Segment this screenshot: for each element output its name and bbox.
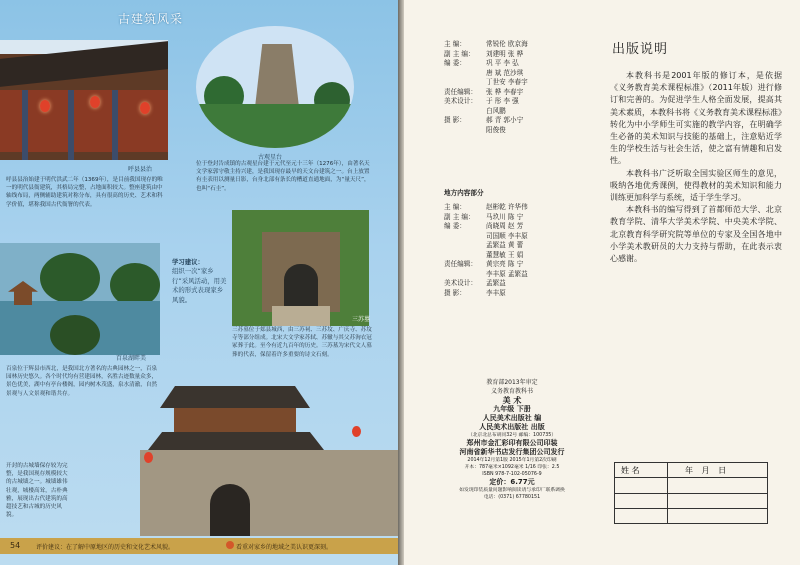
credit-names: 黄宗亮 陈 宁 — [486, 260, 524, 268]
credit-role — [444, 241, 486, 251]
credit-row — [444, 203, 528, 213]
credit-row — [444, 260, 528, 270]
text-city-wall: 开封的古城墙保存较为完整，是我国现存规模较大的古城墙之一。城墙雄伟壮观，城楼高耸，古朴典雅，展现出古代建筑的高超技艺和古城的历史风貌。 — [6, 463, 68, 519]
pub-line: 2014年12月第1版 2015年1月第2次印刷 — [467, 458, 557, 463]
pub-line: 河南省新华书店发行集团公司发行 — [459, 448, 565, 456]
city-wall-photo — [140, 378, 398, 536]
local-section-title: 地方内容部分 — [444, 189, 484, 197]
caption-observatory: 古观星台 — [258, 154, 283, 161]
credit-row — [444, 107, 528, 117]
credit-names: 李丰原 — [486, 288, 506, 297]
credit-row — [444, 40, 528, 50]
credit-role: 编 委： — [444, 222, 466, 230]
name-label: 姓 名 — [621, 466, 640, 475]
text-observatory: 位于登封告成镇的古观星台建于元代至元十三年（1276年），由著名天文学家郭守敬主持兴建，是我国现存最早的天文台建筑之一。台上放置有圭表用以测量日影，台身北部有条长的槽道直通地面，为“量天尺”，也叫“石圭”。 — [196, 161, 370, 192]
page-number: 54 — [10, 541, 21, 550]
study-heading: 学习建议： — [172, 258, 204, 266]
publication-info — [412, 378, 612, 501]
section-title: 古建筑风采 — [118, 12, 184, 26]
evaluation-text-right: 看重对家乡的地域之美认识更深刻。 — [236, 544, 333, 551]
credit-role: 副 主 编： — [444, 49, 475, 58]
publication-note — [610, 70, 782, 265]
credit-names: 阳俊俊 — [486, 125, 506, 134]
pub-line: 郑州市金汇彩印有限公司印装 — [466, 439, 558, 447]
credit-role — [444, 107, 486, 117]
owner-form — [614, 462, 768, 524]
pub-line: 电话：(0371) 67780151 — [483, 495, 541, 500]
credit-row — [444, 232, 528, 242]
text-pavilion: 百泉位于辉县市西北，是我国北方著名的古典园林之一，百泉园林历史悠久。各个时代均有营建园林，名胜古迹数量众多，景色优美，湖中有亭台楼阁，园内树木茂盛，泉水清澈，自然景观与人文景观和谐共存。 — [6, 366, 158, 397]
pavilion-photo — [0, 243, 160, 355]
pub-line: 美 术 — [502, 396, 522, 405]
note-paragraph: 本教科书是2001年版的修订本，是依据《义务教育美术课程标准》（2011年版）进行修订和完善的。为促进学生人格全面发展，提高其美术素质，本教科书将《义务教育美术课程标准》转化为中小学师生可实施的教学内容，在明确学生必备的美术知识与技能的基础上，注意贴近学生的学校生活与社会生活，使之富有情趣和启发性。 — [610, 71, 782, 166]
credit-role — [444, 126, 486, 136]
credit-row — [444, 88, 528, 98]
pub-line: 义务教育教科书 — [490, 388, 533, 395]
pub-line: 开本：787毫米×1092毫米 1/16 印张：2.5 — [464, 465, 560, 470]
text-county-office: 呼县县治始建于明代洪武二年（1369年），是目前我国现存的唯一的明代县衙建筑，其格局完整，占地面积较大。整座建筑由中轴线布局，两侧辅助建筑对称分布，具有很高的历史、艺术和科学价值，堪称我国古代衙署的代表。 — [6, 177, 163, 208]
pub-line: 教育部2013年审定 — [486, 379, 538, 386]
credits-main — [444, 40, 528, 135]
credit-role: 美术设计： — [444, 97, 477, 105]
credit-role — [444, 270, 486, 280]
credit-row — [444, 213, 528, 223]
credit-names: 常锐伦 欧京海 — [486, 40, 528, 48]
credit-row — [444, 241, 528, 251]
credit-names: 刘建明 张 桦 — [486, 49, 524, 58]
caption-tomb: 三苏墓 — [352, 316, 371, 323]
credit-names: 巩 平 李 弘 — [486, 59, 519, 67]
credit-role — [444, 251, 486, 261]
credit-row — [444, 279, 528, 289]
credit-role — [444, 78, 486, 88]
credit-role: 副 主 编： — [444, 212, 475, 221]
page-title: 出版说明 — [612, 42, 669, 57]
credits-local — [444, 203, 528, 298]
credit-names: 尚晓周 赵 芳 — [486, 222, 524, 230]
date-label: 年 月 日 — [685, 466, 730, 475]
pub-line: 人民美术出版社 出版 — [479, 423, 545, 431]
credit-row — [444, 69, 528, 79]
credit-names: 董慧敏 王 娟 — [486, 250, 524, 259]
credit-names: 李丰原 孟繁益 — [486, 269, 528, 278]
credit-role: 编 委： — [444, 59, 466, 67]
credit-names: 唐 斌 范沙琪 — [486, 68, 524, 77]
credit-names: 孟繁益 黄 蕾 — [486, 241, 524, 249]
credit-role — [444, 232, 486, 242]
credit-role: 主 编： — [444, 203, 466, 211]
credit-row — [444, 50, 528, 60]
credit-row — [444, 270, 528, 280]
text-tomb: 三苏墓位于郏县城西，由三苏祠、三苏坟、广庆寺、苏坟寺等部分组成。北宋大文学家苏轼、苏辙与其父苏洵衣冠冢葬于此。至今有近九百年的历史。三苏墓为宋代文人墓葬的代表，保留着许多重要的诗文石刻。 — [232, 327, 372, 358]
credit-names: 司国顺 李丰原 — [486, 231, 528, 240]
credit-names: 丁世安 李春宇 — [486, 78, 528, 86]
credit-names: 郝 青 郭小宁 — [486, 116, 524, 124]
pub-line: （北京北总布胡同32号 邮编：100735） — [467, 433, 557, 438]
note-paragraph: 本教科书广泛听取全国实验区师生的意见，吸纳各地优秀课例，使得教材的美术知识和能力训练更加科学与系统，适于学生学习。 — [610, 168, 782, 203]
tomb-gate-photo — [232, 210, 369, 326]
left-page — [0, 0, 398, 565]
pub-line: 人民美术出版社 编 — [482, 414, 542, 422]
credit-role: 责任编辑： — [444, 260, 477, 268]
credit-role: 责任编辑： — [444, 87, 477, 96]
note-paragraph: 本教科书的编写得到了首都师范大学、北京教育学院、清华大学美术学院、中央美术学院、北京教育科学研究院等单位的专家及全国各地中小学美术教研员的大力支持与帮助，在此表示衷心感谢。 — [610, 205, 782, 264]
credit-row — [444, 251, 528, 261]
observatory-photo — [196, 26, 354, 148]
evaluation-text-left: 评价建议：在了解中原地区的历史和文化艺术风貌。 — [36, 544, 175, 551]
credit-role: 摄 影： — [444, 288, 466, 297]
caption-county-office: 呼县县治 — [128, 166, 153, 173]
credit-role: 摄 影： — [444, 116, 466, 124]
study-suggestion — [172, 258, 228, 305]
credit-names: 于 彤 李 强 — [486, 97, 519, 105]
credit-row — [444, 78, 528, 88]
credit-names: 白风鹏 — [486, 106, 506, 115]
credit-names: 马玖川 陈 宁 — [486, 212, 524, 221]
credit-row — [444, 126, 528, 136]
pub-line: 定价：6.77元 — [489, 478, 535, 486]
pub-line: 九年级 下册 — [493, 405, 531, 413]
credit-row — [444, 116, 528, 126]
caption-pavilion: 百泉湖畔美 — [116, 355, 147, 362]
pub-line: 如发现印装质量问题影响阅读请与承印厂联系调换 — [459, 488, 565, 493]
pub-line: ISBN 978-7-102-05076-9 — [482, 472, 542, 477]
credit-names: 赵彬乾 许华伟 — [486, 203, 528, 211]
credit-names: 张 桦 李春宇 — [486, 87, 524, 96]
credit-row — [444, 222, 528, 232]
bullet-icon — [226, 541, 234, 549]
credit-names: 孟繁益 — [486, 279, 506, 287]
credit-row — [444, 97, 528, 107]
credit-role — [444, 69, 486, 79]
study-body: 组织一次“家乡行”采风活动，用美术的形式表现家乡风貌。 — [172, 267, 227, 304]
credit-role: 美术设计： — [444, 279, 477, 287]
credit-role: 主 编： — [444, 40, 466, 48]
credit-row — [444, 59, 528, 69]
county-office-photo — [0, 40, 168, 160]
credit-row — [444, 289, 528, 299]
